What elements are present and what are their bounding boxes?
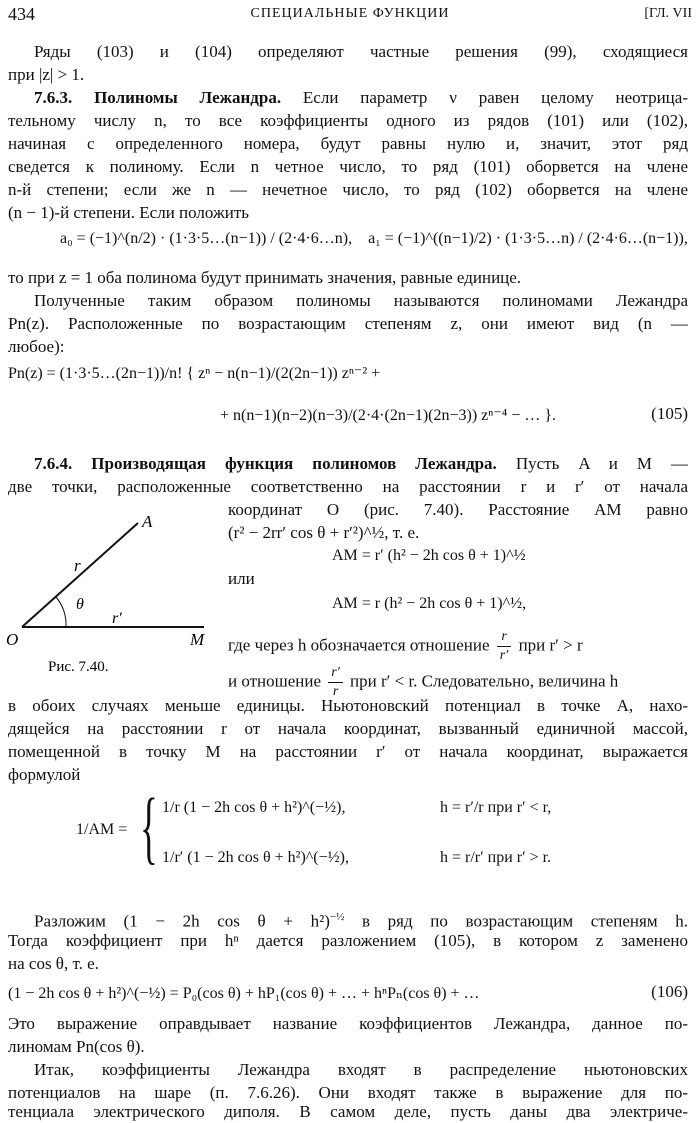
text-span: при r′ > r [518, 635, 583, 655]
text-line: помещенной в точку M на расстоянии r′ от начала координат, выражается [8, 742, 688, 761]
label-O: O [6, 630, 19, 649]
equation-105-line1: Pn(z) = (1·3·5…(2n−1))/n! { zⁿ − n(n−1)/(2(2n−1)) zⁿ⁻² + [8, 365, 381, 382]
text-span: в ряд по возрастающим степеням h. [362, 911, 688, 931]
potential-case-2: 1/r′ (1 − 2h cos θ + h²)^(−½), [162, 849, 349, 866]
text-line: дящейся на расстоянии r от начала координат, вызванный единичной массой, [8, 719, 688, 738]
text-span: при r′ < r. Следовательно, величина h [350, 671, 619, 691]
text-line: или [228, 569, 255, 588]
potential-case-1: 1/r (1 − 2h cos θ + h²)^(−½), [162, 799, 346, 816]
text-line: Полученные таким образом полиномы называются полиномами Лежандра [34, 291, 688, 310]
text-line: две точки, расположенные соответственно на расстоянии r и r′ от начала [8, 477, 688, 496]
text-line: координат O (рис. 7.40). Расстояние AM равно [228, 500, 688, 519]
equation-106: (1 − 2h cos θ + h²)^(−½) = P₀(cos θ) + hP₁(cos θ) + … + hⁿPₙ(cos θ) + … [8, 985, 480, 1002]
text-line: (n − 1)-й степени. Если положить [8, 203, 249, 222]
section-title: 7.6.3. Полиномы Лежандра. [34, 88, 282, 107]
text-line: в обоих случаях меньше единицы. Ньютоновский потенциал в точке A, нахо- [8, 696, 688, 715]
text-line: начиная с определенного номера, будут равны нулю и, значит, этот ряд [8, 134, 688, 153]
label-theta: θ [76, 596, 84, 613]
section-title: 7.6.4. Производящая функция полиномов Лежандра. [34, 454, 497, 473]
fraction-r-prime-over-r: $\frac{r'}{r}$ [328, 664, 343, 701]
text-line-ratio-1 [228, 628, 688, 665]
equation-a0: a₀ = (−1)^(n/2) · (1·3·5…(n−1)) / (2·4·6…n), [60, 230, 353, 247]
text-span: Разложим (1 − 2h cos θ + h²) [34, 911, 330, 931]
text-line: n-й степени; если же n — нечетное число, то ряд (102) оборвется на члене [8, 180, 688, 199]
fraction-r-over-r-prime: $\frac{r}{r'}$ [497, 628, 512, 665]
text-line: тенциала электрического диполя. В самом деле, пусть даны два электриче- [8, 1102, 688, 1121]
text-line: потенциалов на шаре (п. 7.6.26). Они входят также в выражение для по- [8, 1083, 688, 1102]
equation-105-number: (105) [651, 404, 688, 423]
figure-7-40 [4, 505, 216, 680]
text-line-expand: Разложим (1 − 2h cos θ + h²)$^{-\frac{1}{2}}$ в ряд по возрастающим степеням h. [34, 911, 688, 931]
text-span: и отношение [228, 671, 322, 691]
section-7-6-3 [8, 86, 688, 109]
figure-caption: Рис. 7.40. [48, 659, 109, 675]
running-header [8, 4, 692, 26]
text-span: где через h обозначается отношение [228, 635, 490, 655]
text-line: Это выражение оправдывает название коэффициентов Лежандра, данное по- [8, 1014, 688, 1033]
angle-arc [56, 597, 66, 627]
running-title: СПЕЦИАЛЬНЫЕ ФУНКЦИИ [250, 6, 450, 21]
text-line: сведется к полиному. Если n четное число, то ряд (101) оборвется на члене [8, 157, 688, 176]
text-line: Тогда коэффициент при hⁿ дается разложением (105), в котором z заменено [8, 931, 688, 950]
text-span: Если параметр ν равен целому неотрица- [302, 88, 688, 107]
left-brace-glyph: { [140, 781, 158, 872]
text-line: при |z| > 1. [8, 65, 85, 84]
label-M: M [190, 630, 205, 649]
chapter-label: [ГЛ. VII [644, 6, 692, 21]
equation-a1: a₁ = (−1)^((n−1)/2) · (1·3·5…n) / (2·4·6…(n−1)), [368, 230, 688, 247]
text-line: Pn(z). Расположенные по возрастающим степеням z, они имеют вид (n — [8, 314, 688, 333]
text-span: Пусть A и M — [515, 454, 688, 473]
text-line: тельному числу n, то все коэффициенты одного из рядов (101) или (102), [8, 111, 688, 130]
text-line: (r² − 2rr′ cos θ + r′²)^½, т. е. [228, 523, 420, 542]
text-line: Итак, коэффициенты Лежандра входят в распределение ньютоновских [34, 1060, 688, 1079]
equation-a0-a1 [60, 224, 688, 270]
equation-106-number: (106) [651, 982, 688, 1001]
potential-case-2-condition: h = r/r′ при r′ > r. [440, 849, 552, 866]
text-line: на cos θ, т. е. [8, 954, 99, 973]
text-line: линомам Pn(cos θ). [8, 1037, 145, 1056]
text-line: то при z = 1 оба полинома будут принимать значения, равные единице. [8, 268, 522, 287]
page-number: 434 [8, 4, 35, 24]
text-line: формулой [8, 765, 81, 784]
text-line: Ряды (103) и (104) определяют частные решения (99), сходящиеся [34, 42, 688, 61]
equation-105-line2: + n(n−1)(n−2)(n−3)/(2·4·(2n−1)(2n−3)) zⁿ⁻⁴ − … }. [220, 407, 557, 424]
equation-am-2: AM = r (h² − 2h cos θ + 1)^½, [332, 595, 527, 612]
section-7-6-4 [8, 452, 688, 475]
label-r-prime: r′ [112, 610, 122, 627]
label-A: A [142, 512, 153, 531]
text-line: любое): [8, 337, 65, 356]
label-r: r [74, 556, 81, 575]
potential-lhs: 1/AM = [76, 821, 128, 838]
equation-am-1: AM = r′ (h² − 2h cos θ + 1)^½ [332, 547, 526, 564]
potential-case-1-condition: h = r′/r при r′ < r, [440, 799, 552, 816]
